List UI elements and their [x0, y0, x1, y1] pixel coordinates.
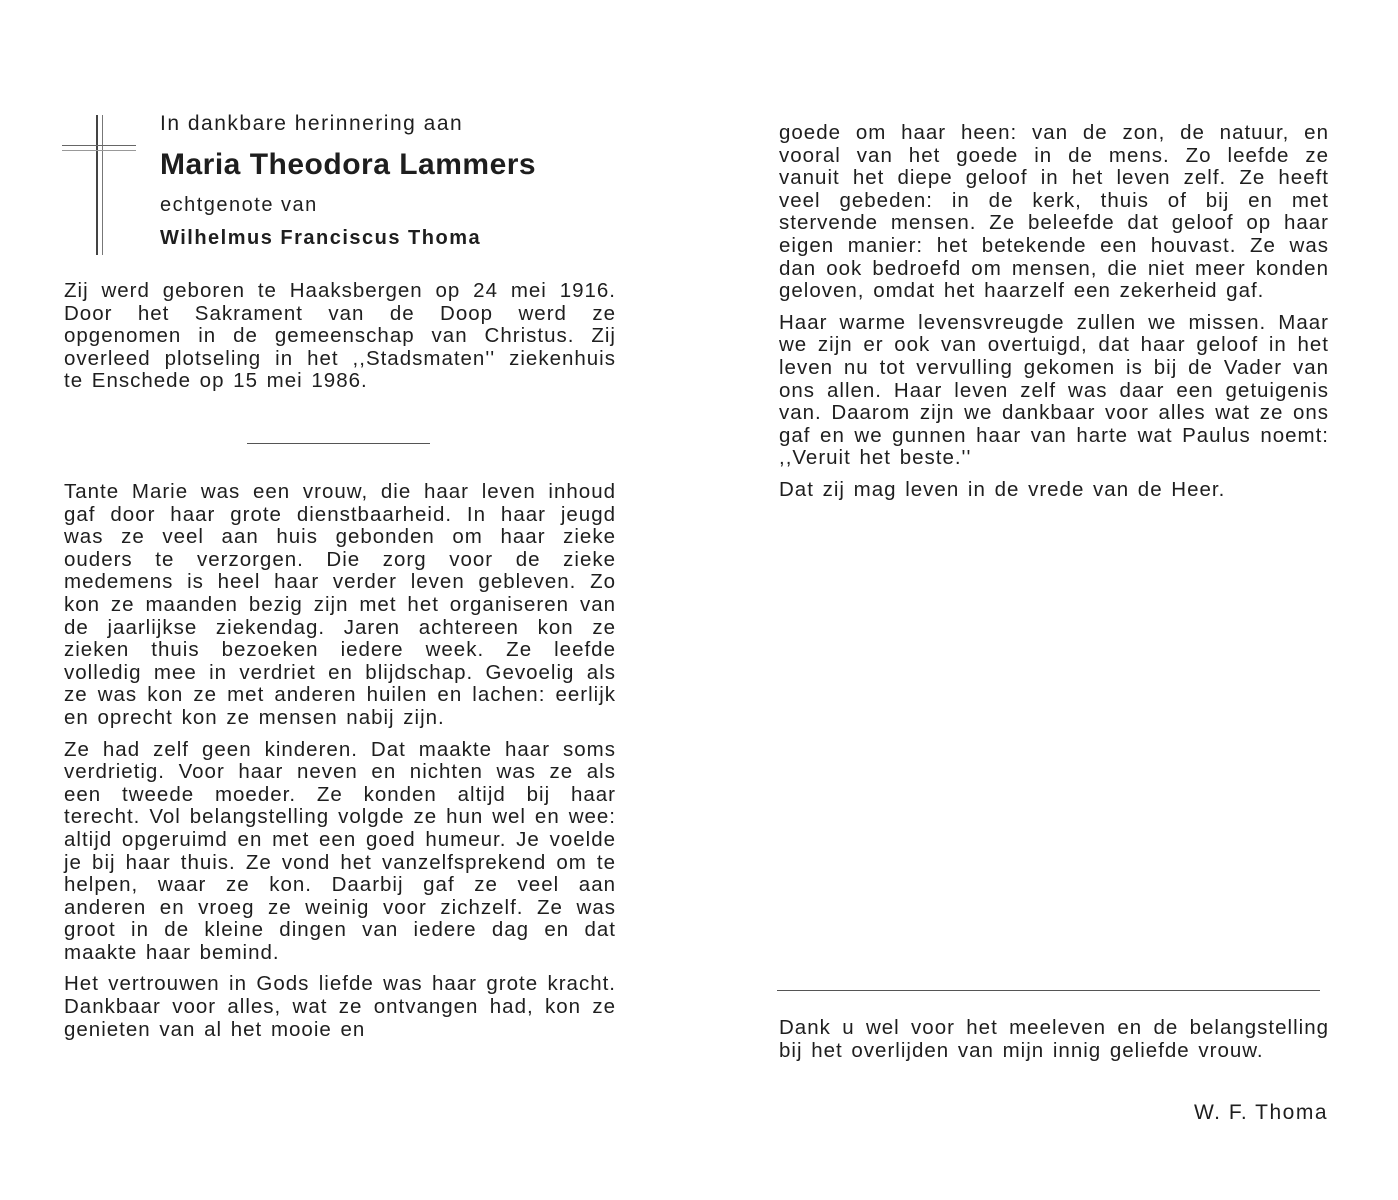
paragraph: Tante Marie was een vrouw, die haar leven inhoud gaf door haar grote dienstbaarheid. In haar jeugd was ze veel aan huis gebonden om haar zieke ouders te verzorgen. Die zorg voor de zieke medemens is heel haar verder leven gebleven. Zo kon ze maanden bezig zijn met het organiseren van de jaarlijkse ziekendag. Jaren achtereen kon ze zieken thuis bezoeken iedere week. Ze leefde volledig mee in verdriet en blijdschap. Gevoelig als ze was kon ze met anderen huilen en lachen: eerlijk en oprecht kon ze mensen nabij zijn.	[64, 480, 616, 729]
intro-text: In dankbare herinnering aan	[160, 112, 464, 135]
birth-death-block	[64, 280, 616, 402]
section-divider	[247, 443, 430, 444]
signature: W. F. Thoma	[1194, 1101, 1328, 1124]
birth-paragraph: Zij werd geboren te Haaksbergen op 24 mei 1916. Door het Sakrament van de Doop werd ze opgenomen in de gemeenschap van Christus. Zij overleed plotseling in het ,,Stadsmaten'' ziekenhuis te Enschede op 15 mei 1986.	[64, 279, 616, 393]
spouse-name: Wilhelmus Franciscus Thoma	[160, 227, 482, 249]
paragraph: goede om haar heen: van de zon, de natuur, en vooral van het goede in de mens. Zo leefde ze vanuit het diepe geloof in het leven zelf. Ze heeft veel gebeden: in de kerk, thuis of bij en met stervende mensen. Ze beleefde dat geloof op haar eigen manier: het betekende een houvast. Ze was dan ook bedroefd om mensen, die niet meer konden geloven, omdat het haarzelf een zekerheid gaf.	[779, 121, 1329, 303]
header	[160, 112, 536, 250]
paragraph: Het vertrouwen in Gods liefde was haar grote kracht. Dankbaar voor alles, wat ze ontvangen had, kon ze genieten van al het mooie en	[64, 972, 616, 1041]
left-column	[64, 481, 616, 1050]
thanks-divider	[777, 990, 1320, 991]
paragraph: Ze had zelf geen kinderen. Dat maakte haar soms verdrietig. Voor haar neven en nichten was ze als een tweede moeder. Ze konden altijd bij haar terecht. Vol belangstelling volgde ze hun wel en wee: altijd opgeruimd en met een goed humeur. Je voelde je bij haar thuis. Ze vond het vanzelfsprekend om te helpen, waar ze kon. Daarbij gaf ze veel aan anderen en vroeg ze weinig voor zichzelf. Ze was groot in de kleine dingen van iedere dag en dat maakte haar bemind.	[64, 737, 616, 964]
paragraph: Dat zij mag leven in de vrede van de Heer.	[779, 477, 1226, 501]
thanks-text: Dank u wel voor het meeleven en de belangstelling bij het overlijden van mijn innig geliefde vrouw.	[779, 1016, 1329, 1062]
right-column	[779, 122, 1329, 511]
spouse-label: echtgenote van	[160, 194, 318, 216]
paragraph: Haar warme levensvreugde zullen we missen. Maar we zijn er ook van overtuigd, dat haar geloof in het leven nu tot vervulling gekomen is bij de Vader van ons allen. Haar leven zelf was daar een getuigenis van. Daarom zijn we dankbaar voor alles wat ze ons gaf en we gunnen haar van harte wat Paulus noemt: ,,Veruit het beste.''	[779, 310, 1329, 470]
deceased-name: Maria Theodora Lammers	[160, 148, 537, 181]
cross-icon	[62, 115, 136, 255]
thanks-block	[779, 1017, 1329, 1071]
